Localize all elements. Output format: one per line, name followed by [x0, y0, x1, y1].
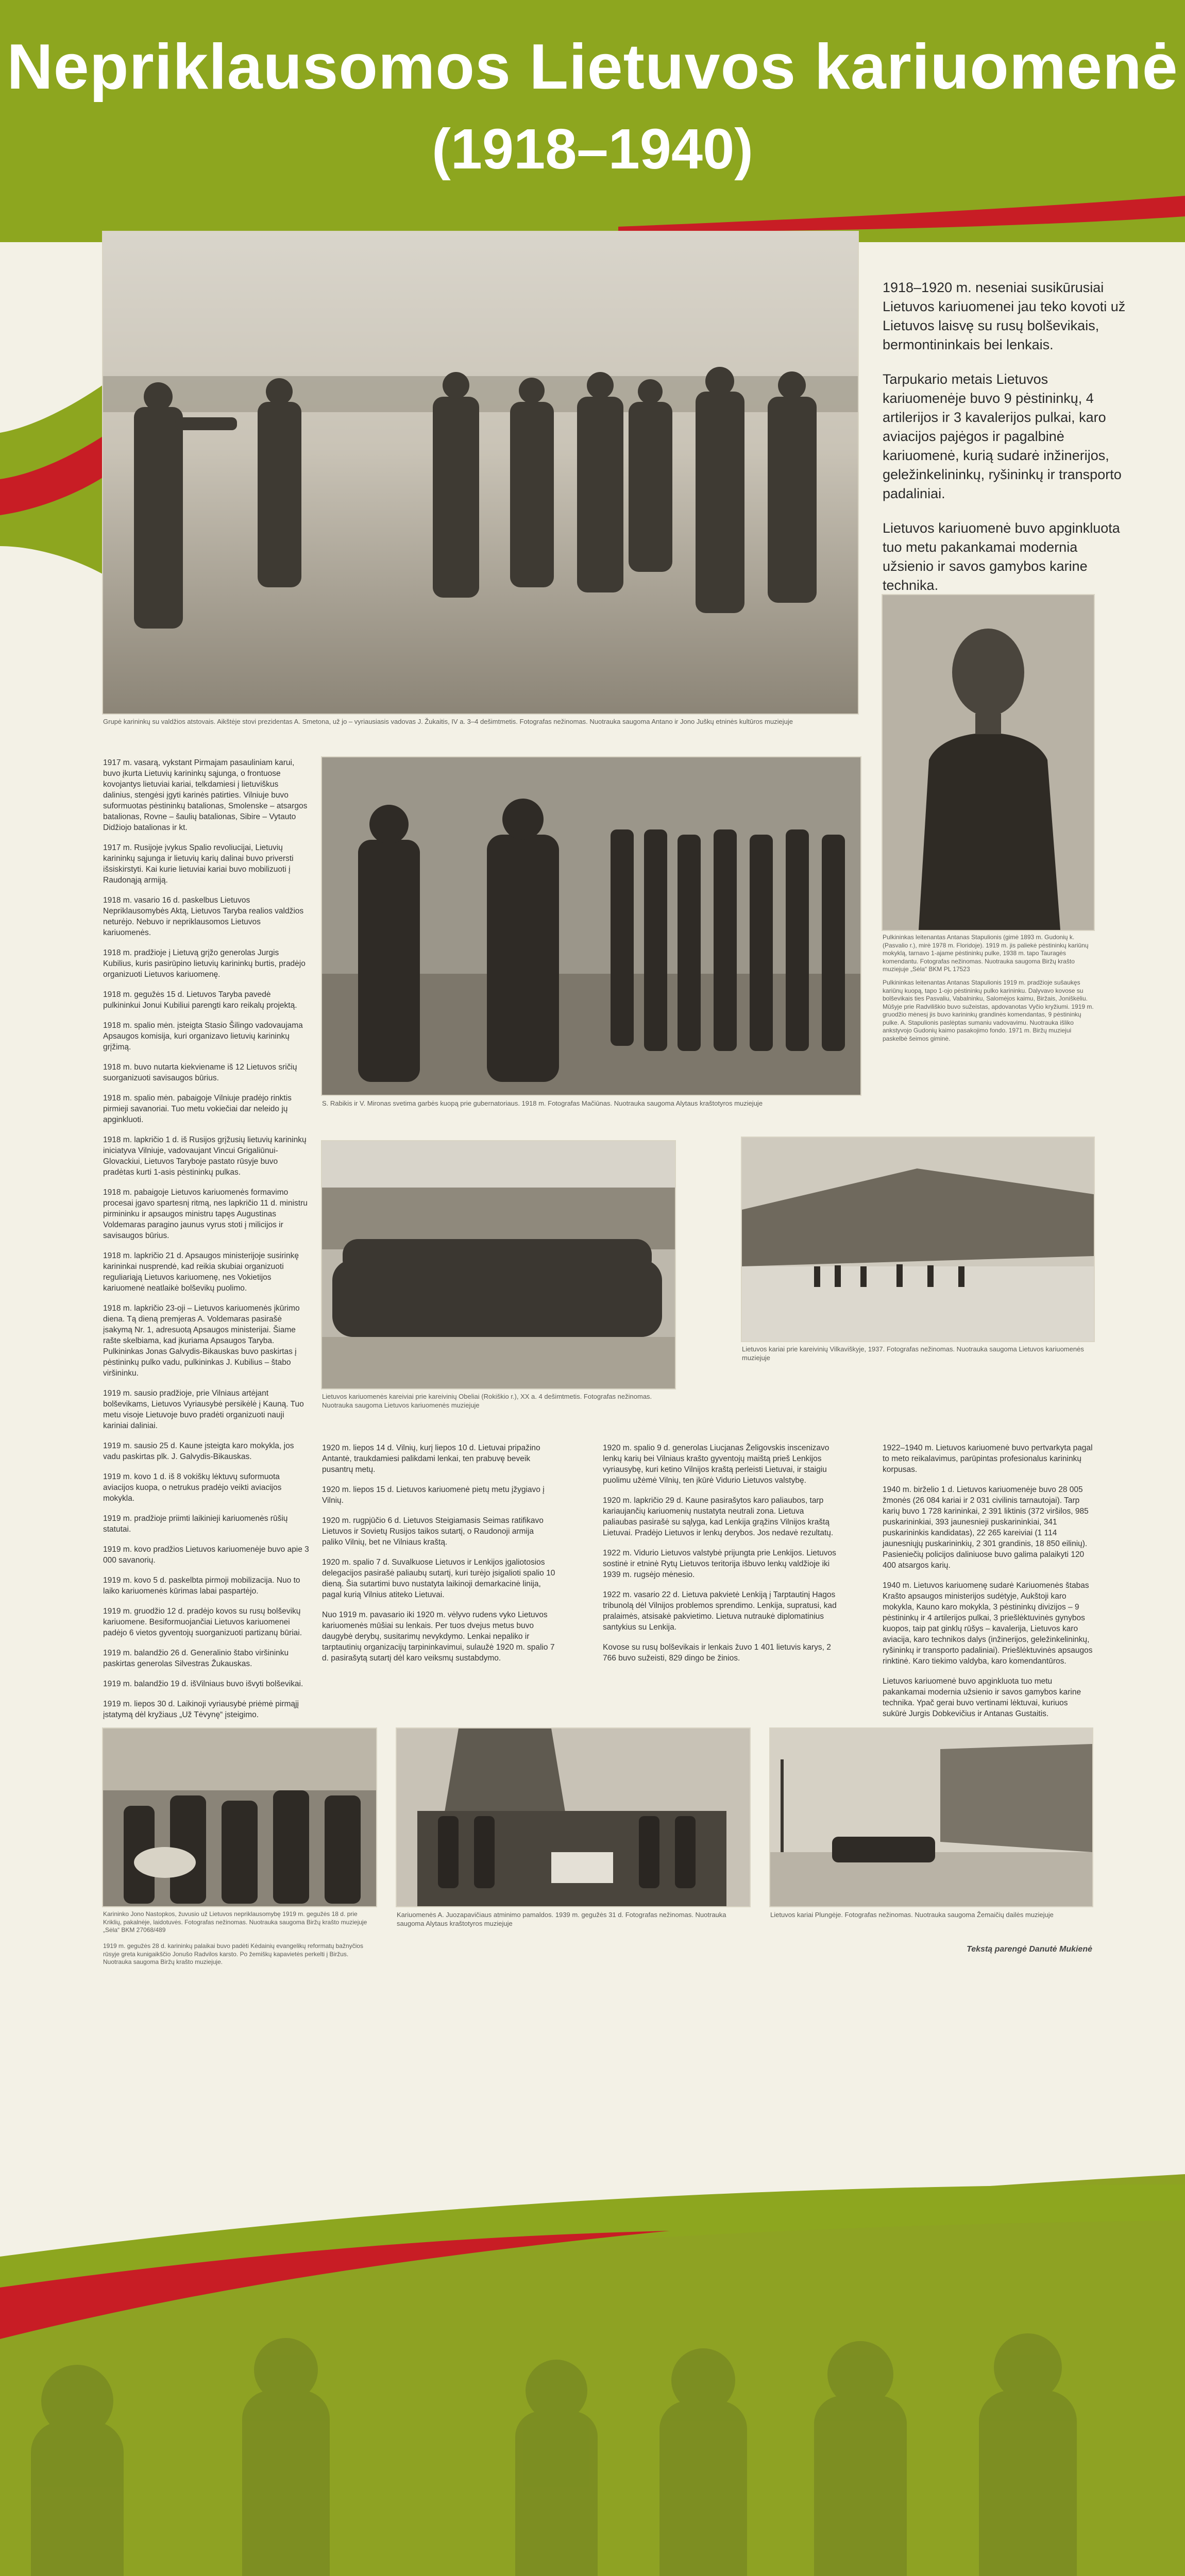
timeline-item: 1918 m. lapkričio 1 d. iš Rusijos grįžusių lietuvių karininkų iniciatyva Vilniuje, vadovaujant Vincui Grigaliūnui-Glovackiui, Lietuvos Taryboje pastato rūsyje buvo pradėtas kurti 1-asis pėstininkų pulkas.	[103, 1136, 307, 1177]
portrait-text: Pulkininkas leitenantas Antanas Stapulionis 1919 m. pradžioje sušaukęs kariūnų kuopą, tapo 1-ojo pėstininkų pulko karininku. Dalyvavo kovose su bolševikais ties Pasvaliu, Vabalninku, Salomėjos kaimu, Biržais, Joniškėliu. Mūšyje prie Radviliškio buvo sužeistas, apdovanotas Vyčio kryžiumi. 1919 m. gruodžio mėnesį jis buvo karininkų grandinės komendantas, 9 pėstininkų pulke. A. Stapulionis paslėptas sumaniu vadovavimu. Nuotrauka išliko ankstyvojo Gudonių kaimo pasakojimo fondo. 1971 m. Biržų muziejui paskelbė šeimos giminė.	[883, 979, 1094, 1042]
timeline-item: 1920 m. lapkričio 29 d. Kaune pasirašytos karo paliaubos, tarp kariaujančių kariuomenių nustatyta neutrali zona. Lietuva paliaubas pasirašė su sąlyga, kad Lenkija grąžins Vilnijos kraštą Lietuvai. Pradėjo Lietuvos ir lenkų derybos. Jos nedavė rezultatų.	[603, 1496, 834, 1537]
barracks-photo-2	[742, 1138, 1094, 1341]
soldiers-march-photo	[322, 757, 860, 1095]
page-title: Nepriklausomos Lietuvos kariuomenė	[7, 31, 1178, 103]
funeral-photo	[103, 1728, 376, 1906]
timeline-item: Nuo 1919 m. pavasario iki 1920 m. vėlyvo rudens vyko Lietuvos kariuomenės mūšiai su lenkais. Per tuos dvejus metus buvo daugybė derybų, susitarimų nevykdymo. Lenkai nepaliko ir tarptautinių organizacijų tarpininkavimui, sulaužė 1920 m. spalio 7 d. pasirašytą sutartį dėl karo veiksmų sustabdymo.	[322, 1611, 555, 1663]
timeline-item: 1919 m. kovo 1 d. iš 8 vokiškų lėktuvų suformuota aviacijos kuopa, o netrukus pradėjo veikti aviacijos mokykla.	[103, 1472, 282, 1503]
timeline-item: 1919 m. liepos 30 d. Laikinoji vyriausybė priėmė pirmąjį įstatymą dėl kryžiaus „Už Tėvynę“ įsteigimo.	[103, 1700, 299, 1719]
timeline-item: 1922 m. vasario 22 d. Lietuva pakvietė Lenkiją į Tarptautinį Hagos tribunolą dėl Vilnijos problemos sprendimo. Lenkija, supratusi, kad pralaimės, atsisakė pakvietimo. Lietuva nutraukė diplomatinius santykius su Lenkija.	[603, 1590, 837, 1632]
timeline-mid-2	[603, 1443, 837, 1673]
street-photo	[770, 1728, 1092, 1906]
main-photo-caption: Grupė karininkų su valdžios atstovais. Aikštėje stovi prezidentas A. Smetona, už jo – vyriausiasis vadovas J. Žukaitis, IV a. 3–4 dešimtmetis. Fotografas nežinomas. Nuotrauka saugoma Antano ir Jono Juškų etninės kultūros muziejuje	[103, 718, 793, 725]
timeline-item: 1918 m. lapkričio 23-oji – Lietuvos kariuomenės įkūrimo diena. Tą dieną premjeras A. Voldemaras pasirašė įsakymą Nr. 1, adresuotą Apsaugos ministerijai. Šiame rašte skelbiama, kad įkuriama Apsaugos Taryba. Pulkininkas Jonas Galvydis-Bikauskas buvo paskirtas į pėstininkų pulko vadu, pulkininkas J. Kubilius – štabo viršininku.	[103, 1304, 300, 1378]
timeline-item: 1919 m. kovo pradžios Lietuvos kariuomenėje buvo apie 3 000 savanorių.	[103, 1545, 309, 1565]
timeline-item: 1920 m. rugpjūčio 6 d. Lietuvos Steigiamasis Seimas ratifikavo Lietuvos ir Sovietų Rusijos taikos sutartį, o Raudonoji armija paliko Vilnių, bet ne Vilniaus kraštą.	[322, 1516, 544, 1547]
intro-paragraph: Lietuvos kariuomenė buvo apginkluota tuo metu pakankamai modernia užsienio ir savos gamybos karine technika.	[883, 520, 1120, 593]
timeline-item: Lietuvos kariuomenė buvo apginkluota tuo metu pakankamai modernia užsienio ir savos gamybos karine technika. Ypač gerai buvo vertinami lėktuvai, kuriuos sukūrė Jurgis Dobkevičius ir Antanas Gustaitis.	[883, 1677, 1081, 1718]
bottom-band	[0, 2102, 1185, 2576]
timeline-item: 1922 m. Vidurio Lietuvos valstybė prijungta prie Lenkijos. Lietuvos sostinė ir etninė Rytų Lietuvos teritorija išbuvo lenkų valdžioje iki 1939 m. rugsėjo mėnesio.	[603, 1549, 836, 1579]
timeline-item: 1920 m. liepos 14 d. Vilnių, kurį liepos 10 d. Lietuvai pripažino Antantė, traukdamiesi palikdami lenkai, ten prabuvę beveik pusantrų metų.	[322, 1444, 540, 1474]
timeline-item: 1918 m. spalio mėn. pabaigoje Vilniuje pradėjo rinktis pirmieji savanoriai. Tuo metu vokiečiai dar neleido jų apginkluoti.	[103, 1094, 292, 1124]
street-caption: Lietuvos kariai Plungėje. Fotografas nežinomas. Nuotrauka saugoma Žemaičių dailės muziejuje	[770, 1911, 1054, 1919]
page-subtitle: (1918–1940)	[432, 117, 753, 181]
funeral-caption: Karininko Jono Nastopkos, žuvusio už Lietuvos nepriklausomybę 1919 m. gegužės 18 d. prie Kriklių, pakalnėje, laidotuvės. Fotografas nežinomas. Nuotrauka saugoma Biržų krašto muziejuje „Sėla“ BKM 27068/489	[103, 1910, 367, 1934]
funeral-text: 1919 m. gegužės 28 d. karininkų palaikai buvo padėti Kėdainių evangelikų reformatų bažnyčios rūsyje greta kunigaikščio Jonušo Radvilos karsto. Po žemiškų kapavietės perkelti į Biržus. Nuotrauka saugoma Biržų krašto muziejuje.	[103, 1942, 363, 1965]
timeline-right	[883, 1443, 1094, 1728]
portrait-photo	[883, 595, 1094, 930]
timeline-item: 1940 m. Lietuvos kariuomenę sudarė Kariuomenės štabas Krašto apsaugos ministerijos sudėtyje, Aukštoji karo mokykla, Kauno karo mokykla, 3 pėstininkų divizijos – 9 pėstininkų ir 4 artilerijos pulkai, 3 priešlėktuvinės gynybos kuopos, taip pat ginklų rūšys – kavalerija, Lietuvos karo aviacija, karo technikos dalys (inžinerijos, geležinkelininkų, ryšininkų ir transporto padaliniai). Priešlėktuvinės apsaugos rinktinė. Karo tiekimo valdyba, karo komendantūros.	[883, 1581, 1093, 1666]
timeline-item: 1940 m. birželio 1 d. Lietuvos kariuomenėje buvo 28 005 žmonės (26 084 kariai ir 2 031 civilinis tarnautojai). Tarp karių buvo 1 728 karininkai, 2 391 liktinis (372 viršilos, 985 puskarininkiai, 393 jaunesnieji puskarininkiai, 341 puskarininkis kandidatas), 22 265 kareiviai (1 114 jaunesniųjų puskarininkių, 2 301 grandinis, 18 850 eilinių). Pasieniečių policijos daliniuose buvo galima palaikyti 120 400 atsargos karių.	[883, 1485, 1089, 1570]
timeline-item: 1919 m. balandžio 26 d. Generalinio štabo viršininku paskirtas generolas Silvestras Žukauskas.	[103, 1649, 289, 1668]
ceremony-caption: Kariuomenės A. Juozapavičiaus atminimo pamaldos. 1939 m. gegužės 31 d. Fotografas nežinomas. Nuotrauka saugoma Alytaus kraštotyros muziejuje	[397, 1911, 726, 1927]
intro-text	[883, 278, 1130, 611]
timeline-left	[103, 757, 309, 1782]
portrait-caption: Pulkininkas leitenantas Antanas Stapulionis (gimė 1893 m. Gudonių k. (Pasvalio r.), mirė 1978 m. Floridoje). 1919 m. jis paliekė pėstininkų kariūnų mokyklą, tarnavo 1-ajame pėstininkų pulke, 1938 m. tapo Tauragės komendantu. Fotografas nežinomas. Nuotrauka saugoma Biržų krašto muziejuje „Sėla“ BKM PL 17523	[883, 934, 1089, 973]
timeline-item: 1918 m. spalio mėn. įsteigta Stasio Šilingo vadovaujama Apsaugos komisija, kuri organizavo lietuvių karininkų grįžimą.	[103, 1021, 303, 1052]
timeline-item: 1919 m. kovo 5 d. paskelbta pirmoji mobilizacija. Nuo to laiko kariuomenės kūrimas labai paspartėjo.	[103, 1576, 300, 1596]
main-group-photo	[103, 232, 858, 714]
bottom-decoration	[0, 2102, 1185, 2576]
timeline-mid-1	[322, 1443, 556, 1673]
timeline-item: 1917 m. Rusijoje įvykus Spalio revoliucijai, Lietuvių karininkų sąjunga ir lietuvių karių dalinai buvo priversti išsiskirstyti. Kai kurie lietuviai kariai buvo mobilizuoti į Raudonąją armiją.	[103, 843, 294, 885]
timeline-item: 1919 m. sausio pradžioje, prie Vilniaus artėjant bolševikams, Lietuvos Vyriausybė persikėlė į Kauną. Tuo metu visoje Lietuvoje buvo pradėti organizuoti nauji kariniai daliniai.	[103, 1389, 304, 1430]
timeline-item: 1918 m. gegužės 15 d. Lietuvos Taryba pavedė pulkininkui Jonui Kubiliui parengti karo reikalų projektą.	[103, 990, 297, 1010]
timeline-item: 1919 m. pradžioje priimti laikinieji kariuomenės rūšių statutai.	[103, 1514, 288, 1534]
timeline-item: 1918 m. buvo nutarta kiekviename iš 12 Lietuvos sričių suorganizuoti savisaugos būrius.	[103, 1063, 297, 1082]
barracks-caption-2: Lietuvos kariai prie kareivinių Vilkaviškyje, 1937. Fotografas nežinomas. Nuotrauka saugoma Lietuvos kariuomenės muziejuje	[742, 1345, 1084, 1362]
timeline-item: 1920 m. liepos 15 d. Lietuvos kariuomenė pietų metu įžygiavo į Vilnių.	[322, 1485, 545, 1505]
intro-paragraph: 1918–1920 m. neseniai susikūrusiai Lietuvos kariuomenei jau teko kovoti už Lietuvos laisvę su rusų bolševikais, bermontininkais bei lenkais.	[883, 280, 1126, 352]
timeline-item: 1918 m. lapkričio 21 d. Apsaugos ministerijoje susirinkę karininkai nusprendė, kad reikia skubiai organizuoti reguliariąją Lietuvos kariuomenę, nes Vokietijos kariuomenė neatlaikė bolševikų puolimo.	[103, 1251, 299, 1293]
ceremony-photo	[397, 1728, 750, 1906]
timeline-item: 1918 m. pradžioje į Lietuvą grįžo generolas Jurgis Kubilius, kuris pasirūpino lietuvių karininkų burtis, pradėjo organizuoti Lietuvos kariuomenę.	[103, 948, 306, 979]
author-credit: Tekstą parengė Danutė Mukienė	[967, 1945, 1092, 1954]
timeline-item: 1918 m. vasario 16 d. paskelbus Lietuvos Nepriklausomybės Aktą, Lietuvos Taryba realios valdžios neturėjo. Nebuvo ir nepriklausomos Lietuvos kariuomenės.	[103, 896, 304, 937]
timeline-item: 1917 m. vasarą, vykstant Pirmajam pasauliniam karui, buvo įkurta Lietuvių karininkų sąjunga, o frontuose kovojantys lietuviai kariai, telkdamiesi į lietuviškus dalinius, stengėsi įgyti karinės patirties. Vilniuje buvo suformuotas pėstininkų batalionas, Smolenske – atsargos batalionas, Rovne – šaulių batalionas, Sibire – Vytauto Didžiojo batalionas ir kt.	[103, 758, 308, 832]
timeline-item: 1919 m. gruodžio 12 d. pradėjo kovos su rusų bolševikų kariuomene. Besiformuojančiai Lietuvos kariuomenei padėjo 6 vietos gyventojų suorganizuoti partizanų būriai.	[103, 1607, 302, 1637]
barracks-caption-1: Lietuvos kariuomenės kareiviai prie kareivinių Obeliai (Rokiškio r.), XX a. 4 dešimtmetis. Fotografas nežinomas. Nuotrauka saugoma Lietuvos kariuomenės muziejuje	[322, 1393, 652, 1409]
timeline-item: Kovose su rusų bolševikais ir lenkais žuvo 1 401 lietuvis karys, 2 766 buvo sužeisti, 829 dingo be žinios.	[603, 1643, 831, 1663]
timeline-item: 1918 m. pabaigoje Lietuvos kariuomenės formavimo procesai įgavo spartesnį ritmą, nes lapkričio 11 d. ministru pirmininku ir apsaugos ministru tapęs Augustinas Voldemaras paragino jaunus vyrus stoti į milicijos ir savisaugos būrius.	[103, 1188, 308, 1240]
timeline-item: 1919 m. balandžio 19 d. išVilniaus buvo išvyti bolševikai.	[103, 1680, 303, 1688]
timeline-item: 1920 m. spalio 7 d. Suvalkuose Lietuvos ir Lenkijos įgaliotosios delegacijos pasirašė paliaubų sutartį, kuri turėjo įsigalioti spalio 10 dieną. Šia sutartimi buvo nustatyta laikinoji demarkacinė linija, pagal kurią Vilnius atiteko Lietuvai.	[322, 1558, 555, 1599]
timeline-item: 1922–1940 m. Lietuvos kariuomenė buvo pertvarkyta pagal to meto reikalavimus, parūpintas profesionalus karininkų korpusas.	[883, 1444, 1093, 1474]
intro-paragraph: Tarpukario metais Lietuvos kariuomenėje buvo 9 pėstininkų, 4 artilerijos ir 3 kavalerijos pulkai, karo aviacijos pajėgos ir pagalbinė kariuomenė, kurią sudarė inžinerijos, geležinkelininkų, ryšininkų ir transporto padaliniai.	[883, 371, 1122, 501]
soldiers-march-caption: S. Rabikis ir V. Mironas svetima garbės kuopą prie gubernatoriaus. 1918 m. Fotografas Mačiūnas. Nuotrauka saugoma Alytaus kraštotyros muziejuje	[322, 1099, 763, 1107]
timeline-item: 1919 m. sausio 25 d. Kaune įsteigta karo mokykla, jos vadu paskirtas plk. J. Galvydis-Bikauskas.	[103, 1442, 294, 1461]
barracks-photo-1	[322, 1141, 675, 1388]
timeline-item: 1920 m. spalio 9 d. generolas Liucjanas Želigovskis inscenizavo lenkų karių bei Vilniaus krašto gyventojų maištą prieš Lenkijos vyriausybę, kuri ketino Vilnijos kraštą perleisti Lietuvai, ir staigiu puolimu užėmė Vilnių, ten įkūrė Vidurio Lietuvos valstybę.	[603, 1444, 830, 1485]
